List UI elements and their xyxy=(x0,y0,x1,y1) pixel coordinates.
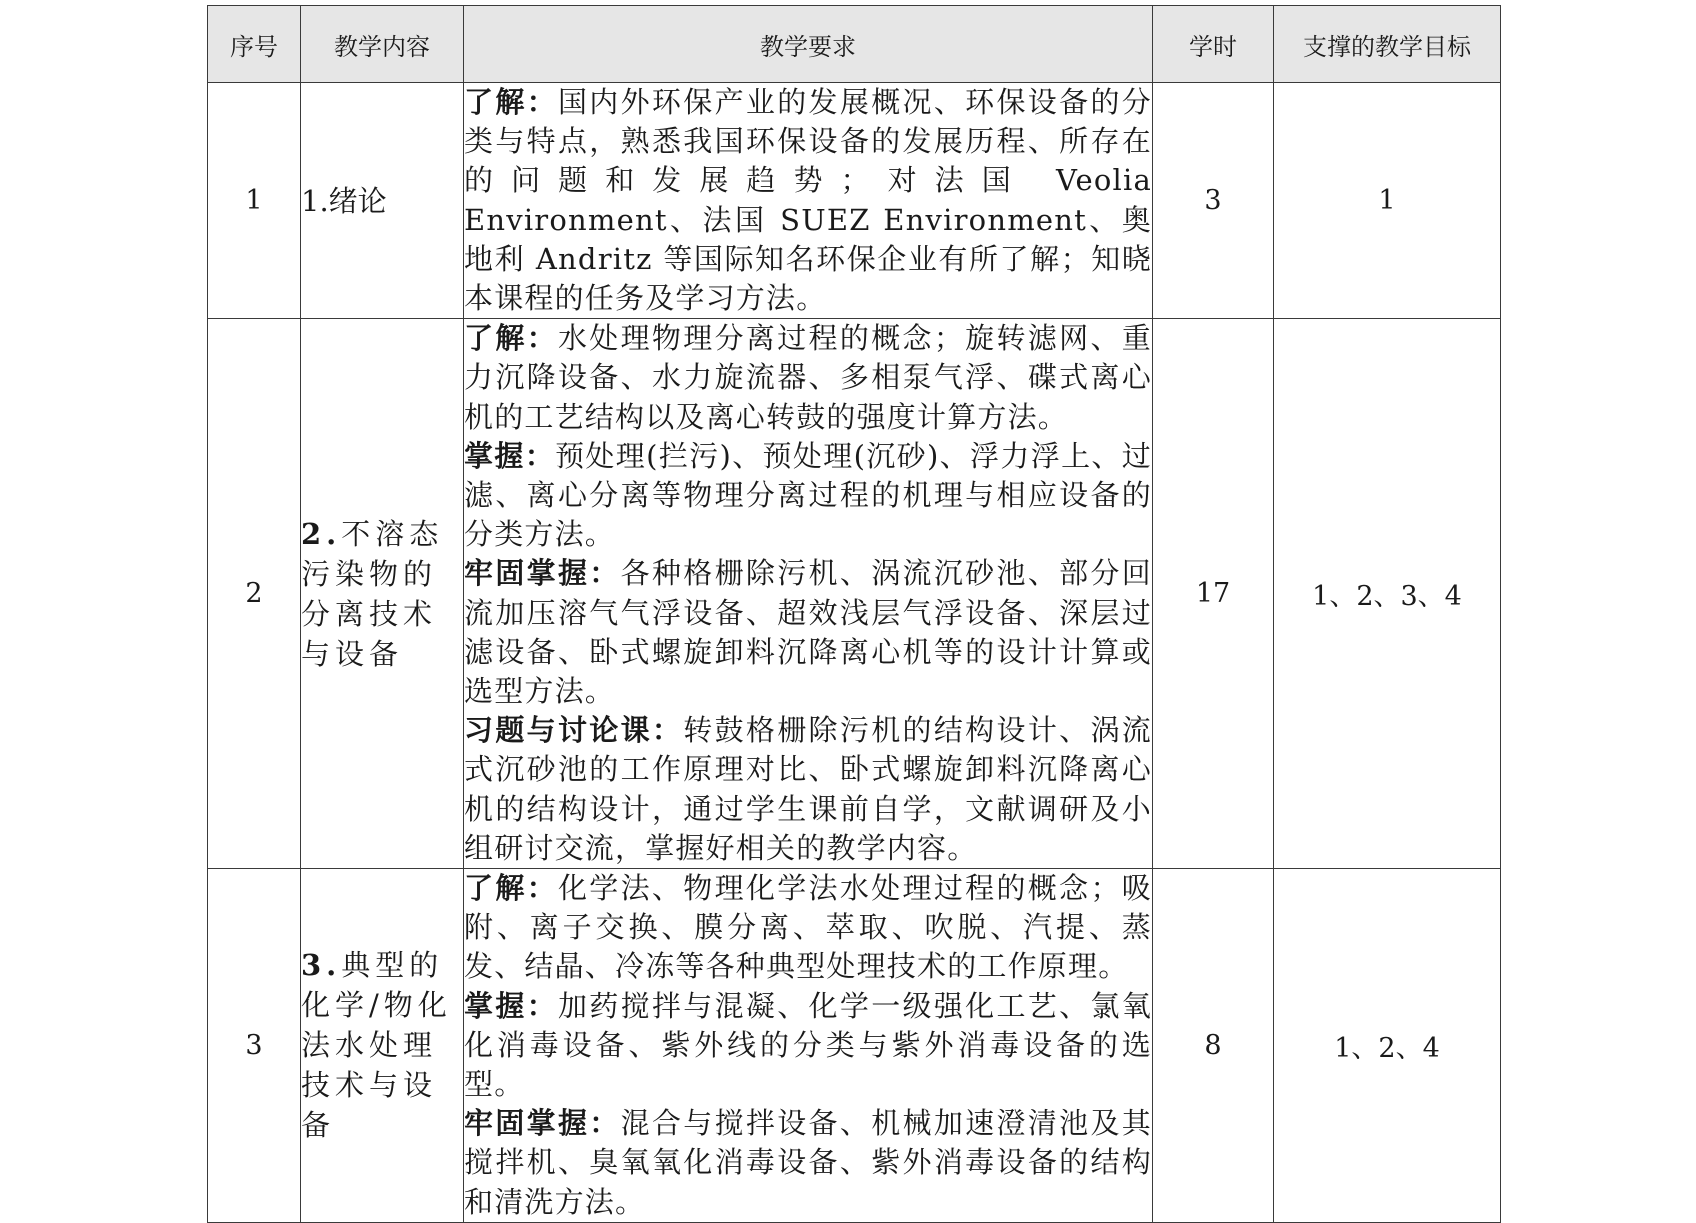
requirement-label: 了解： xyxy=(464,85,558,119)
table-row xyxy=(208,83,1501,319)
row-objectives: 1 xyxy=(1274,83,1501,319)
header-objectives: 支撑的教学目标 xyxy=(1274,6,1501,83)
row-hours: 8 xyxy=(1153,869,1274,1223)
table-body xyxy=(208,83,1501,1223)
section-number: 2. xyxy=(301,516,342,551)
row-index: 3 xyxy=(208,869,301,1223)
requirement-text: 水处理物理分离过程的概念；旋转滤网、重力沉降设备、水力旋流器、多相泵气浮、碟式离心机的工艺结构以及离心转鼓的强度计算方法。 xyxy=(464,321,1152,434)
requirement-text: 各种格栅除污机、涡流沉砂池、部分回流加压溶气气浮设备、超效浅层气浮设备、深层过滤设备、卧式螺旋卸料沉降离心机等的设计计算或选型方法。 xyxy=(464,556,1152,709)
requirement-item xyxy=(464,437,1152,555)
requirement-label: 了解： xyxy=(464,871,558,906)
row-requirements xyxy=(464,869,1153,1223)
header-content: 教学内容 xyxy=(301,6,464,83)
row-index: 1 xyxy=(208,83,301,319)
requirement-text: 混合与搅拌设备、机械加速澄清池及其搅拌机、臭氧氧化消毒设备、紫外消毒设备的结构和清洗方法。 xyxy=(464,1106,1152,1219)
row-title-cell xyxy=(301,83,464,319)
row-index: 2 xyxy=(208,319,301,869)
row-title: 1.绪论 xyxy=(301,183,387,218)
header-hours: 学时 xyxy=(1153,6,1274,83)
requirement-label: 牢固掌握： xyxy=(464,556,621,591)
requirement-item xyxy=(464,711,1152,868)
row-requirements xyxy=(464,83,1153,319)
section-number: 3. xyxy=(301,948,342,983)
row-objectives: 1、2、4 xyxy=(1274,869,1501,1223)
row-title: 2.不溶态污染物的分离技术与设备 xyxy=(301,516,444,671)
requirement-label: 掌握： xyxy=(464,438,556,473)
row-objectives: 1、2、3、4 xyxy=(1274,319,1501,869)
row-title-cell xyxy=(301,869,464,1223)
header-requirement: 教学要求 xyxy=(464,6,1153,83)
requirement-text: 加药搅拌与混凝、化学一级强化工艺、氯氧化消毒设备、紫外线的分类与紫外消毒设备的选型。 xyxy=(464,988,1152,1102)
table-row xyxy=(208,319,1501,869)
requirement-text: 化学法、物理化学法水处理过程的概念；吸附、离子交换、膜分离、萃取、吹脱、汽提、蒸发、结晶、冷冻等各种典型处理技术的工作原理。 xyxy=(464,871,1152,984)
row-title: 3.典型的化学/物化法水处理技术与设备 xyxy=(301,948,452,1143)
requirement-text: 预处理(拦污)、预处理(沉砂)、浮力浮上、过滤、离心分离等物理分离过程的机理与相应设备的分类方法。 xyxy=(464,438,1152,552)
table-header xyxy=(208,6,1501,83)
requirement-item xyxy=(464,319,1152,437)
requirement-item xyxy=(464,1104,1152,1222)
header-row xyxy=(208,6,1501,83)
requirement-label: 习题与讨论课： xyxy=(464,713,684,748)
header-index: 序号 xyxy=(208,6,301,83)
requirement-label: 了解： xyxy=(464,321,558,356)
row-hours: 17 xyxy=(1153,319,1274,869)
requirement-item xyxy=(464,987,1152,1105)
row-title-cell xyxy=(301,319,464,869)
requirement-label: 掌握： xyxy=(464,988,558,1023)
requirement-label: 牢固掌握： xyxy=(464,1106,621,1141)
requirement-item xyxy=(464,554,1152,711)
requirement-text: 转鼓格栅除污机的结构设计、涡流式沉砂池的工作原理对比、卧式螺旋卸料沉降离心机的结构设计，通过学生课前自学，文献调研及小组研讨交流，掌握好相关的教学内容。 xyxy=(464,713,1152,865)
table-row xyxy=(208,869,1501,1223)
row-hours: 3 xyxy=(1153,83,1274,319)
syllabus-table xyxy=(207,5,1501,1223)
requirement-item xyxy=(464,869,1152,987)
requirement-item xyxy=(464,83,1152,318)
requirement-text: 国内外环保产业的发展概况、环保设备的分类与特点，熟悉我国环保设备的发展历程、所存在的问题和发展趋势；对法国 Veolia Environment、法国 SUEZ Environment、奥地利 Andritz 等国际知名环保企业有所了解；知晓本课程的任务及学习方法。 xyxy=(464,85,1152,316)
row-requirements xyxy=(464,319,1153,869)
